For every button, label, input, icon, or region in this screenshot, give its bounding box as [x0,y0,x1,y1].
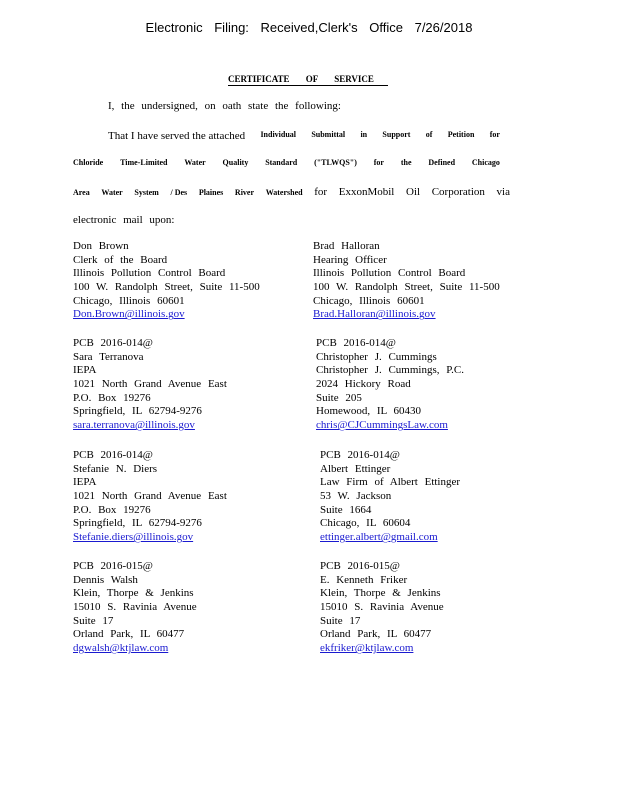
body-word: Quality [222,158,249,167]
recipient-line: 15010 S. Ravinia Avenue [320,601,444,614]
recipient-line: PCB 2016-014@ [73,337,153,349]
recipient-line: E. Kenneth Friker [320,573,408,586]
recipient-block [73,337,227,433]
body-word: Petition [447,130,475,139]
body-word: ExxonMobil [338,186,395,198]
recipient-line: Hearing Officer [313,253,387,266]
recipient-email-link[interactable]: dgwalsh@ktjlaw.com [73,642,169,655]
body-word: / Des [170,188,188,197]
recipient-line: 100 W. Randolph Street, Suite 11-500 [313,281,500,294]
recipient-line: Klein, Thorpe & Jenkins [320,587,441,600]
recipient-line: 2024 Hickory Road [316,378,411,391]
recipient-line: IEPA [73,364,97,377]
recipient-line: Christopher J. Cummings, P.C. [316,364,464,377]
recipient-line: Law Firm of Albert Ettinger [320,476,461,489]
recipient-line: Orland Park, IL 60477 [73,628,185,641]
body-word: via [496,186,510,198]
body-word: Support [382,130,411,139]
body-word: Corporation [431,186,485,198]
recipient-line: Springfield, IL 62794-9276 [73,405,202,418]
recipient-line: PCB 2016-015@ [73,560,153,572]
recipient-line: Homewood, IL 60430 [316,405,422,418]
recipient-line: Chicago, Illinois 60601 [73,294,185,307]
recipient-email-link[interactable]: chris@CJCummingsLaw.com [316,419,448,432]
recipient-line: Don Brown [73,240,129,252]
body-word: River [234,188,255,197]
body-word: of [425,130,433,139]
body-line-4 [73,186,510,198]
recipient-line: 1021 North Grand Avenue East [73,378,227,391]
recipient-block [73,560,197,656]
recipient-line: Illinois Pollution Control Board [313,267,466,280]
recipient-line: Dennis Walsh [73,573,138,586]
body-word: Watershed [265,188,303,197]
recipient-email-link[interactable]: Brad.Halloran@illinois.gov [313,308,436,321]
recipient-block [320,449,460,545]
body-line-3 [73,158,500,167]
recipient-line: IEPA [73,476,97,489]
recipient-email-link[interactable]: sara.terranova@illinois.gov [73,419,195,432]
recipient-line: Brad Halloran [313,240,380,252]
recipient-line: PCB 2016-014@ [316,337,396,349]
recipient-email-link[interactable]: ettinger.albert@gmail.com [320,531,438,544]
recipient-line: 15010 S. Ravinia Avenue [73,601,197,614]
body-word: Water [184,158,206,167]
body-line-2-start: That I have served the attached [108,130,246,142]
recipient-email-link[interactable]: ekfriker@ktjlaw.com [320,642,414,655]
body-word: Chicago [471,158,500,167]
body-word: System [134,188,159,197]
body-word: Standard [265,158,298,167]
recipient-line: Klein, Thorpe & Jenkins [73,587,194,600]
recipient-line: Albert Ettinger [320,462,391,475]
recipient-block [73,240,260,322]
body-word: for [373,158,384,167]
body-word: Water [101,188,123,197]
recipient-line: 100 W. Randolph Street, Suite 11-500 [73,281,260,294]
body-word: Time-Limited [120,158,168,167]
body-word: Submittal [311,130,346,139]
recipient-email-link[interactable]: Don.Brown@illinois.gov [73,308,185,321]
recipient-line: Suite 1664 [320,503,372,516]
recipient-line: Clerk of the Board [73,253,168,266]
recipient-block [316,337,464,433]
recipient-line: PCB 2016-015@ [320,560,400,572]
body-word: for [489,130,500,139]
recipient-line: Springfield, IL 62794-9276 [73,517,202,530]
document-title: CERTIFICATE OF SERVICE [228,74,388,86]
body-word: Plaines [198,188,224,197]
recipient-line: PCB 2016-014@ [320,449,400,461]
intro-paragraph: I, the undersigned, on oath state the following: [108,100,341,112]
filing-header: Electronic Filing: Received,Clerk's Office 7/26/2018 [145,20,473,35]
body-word: Defined [428,158,456,167]
body-word: Area [73,188,90,197]
body-word: Individual [260,130,297,139]
recipient-line: P.O. Box 19276 [73,391,151,404]
recipient-block [313,240,500,322]
body-word: for [314,186,328,198]
recipient-line: Christopher J. Cummings [316,350,437,363]
recipient-line: Stefanie N. Diers [73,462,158,475]
recipient-block [73,449,227,545]
recipient-line: Orland Park, IL 60477 [320,628,432,641]
recipient-line: Suite 17 [73,614,114,627]
recipient-line: PCB 2016-014@ [73,449,153,461]
body-word: Chloride [73,158,104,167]
recipient-email-link[interactable]: Stefanie.diers@illinois.gov [73,531,194,544]
recipient-line: Chicago, Illinois 60601 [313,294,425,307]
recipient-line: Suite 17 [320,614,361,627]
body-line-5: electronic mail upon: [73,214,175,226]
recipient-block [320,560,444,656]
recipient-line: Illinois Pollution Control Board [73,267,226,280]
recipient-line: 1021 North Grand Avenue East [73,490,227,503]
body-word: the [400,158,412,167]
recipient-line: Sara Terranova [73,350,144,363]
body-word: Oil [406,186,421,198]
body-word: in [360,130,368,139]
recipient-line: 53 W. Jackson [320,490,392,503]
recipient-line: P.O. Box 19276 [73,503,151,516]
body-word: ("TLWQS") [314,158,357,167]
body-line-2 [108,130,500,142]
recipient-line: Suite 205 [316,391,362,404]
recipient-line: Chicago, IL 60604 [320,517,411,530]
